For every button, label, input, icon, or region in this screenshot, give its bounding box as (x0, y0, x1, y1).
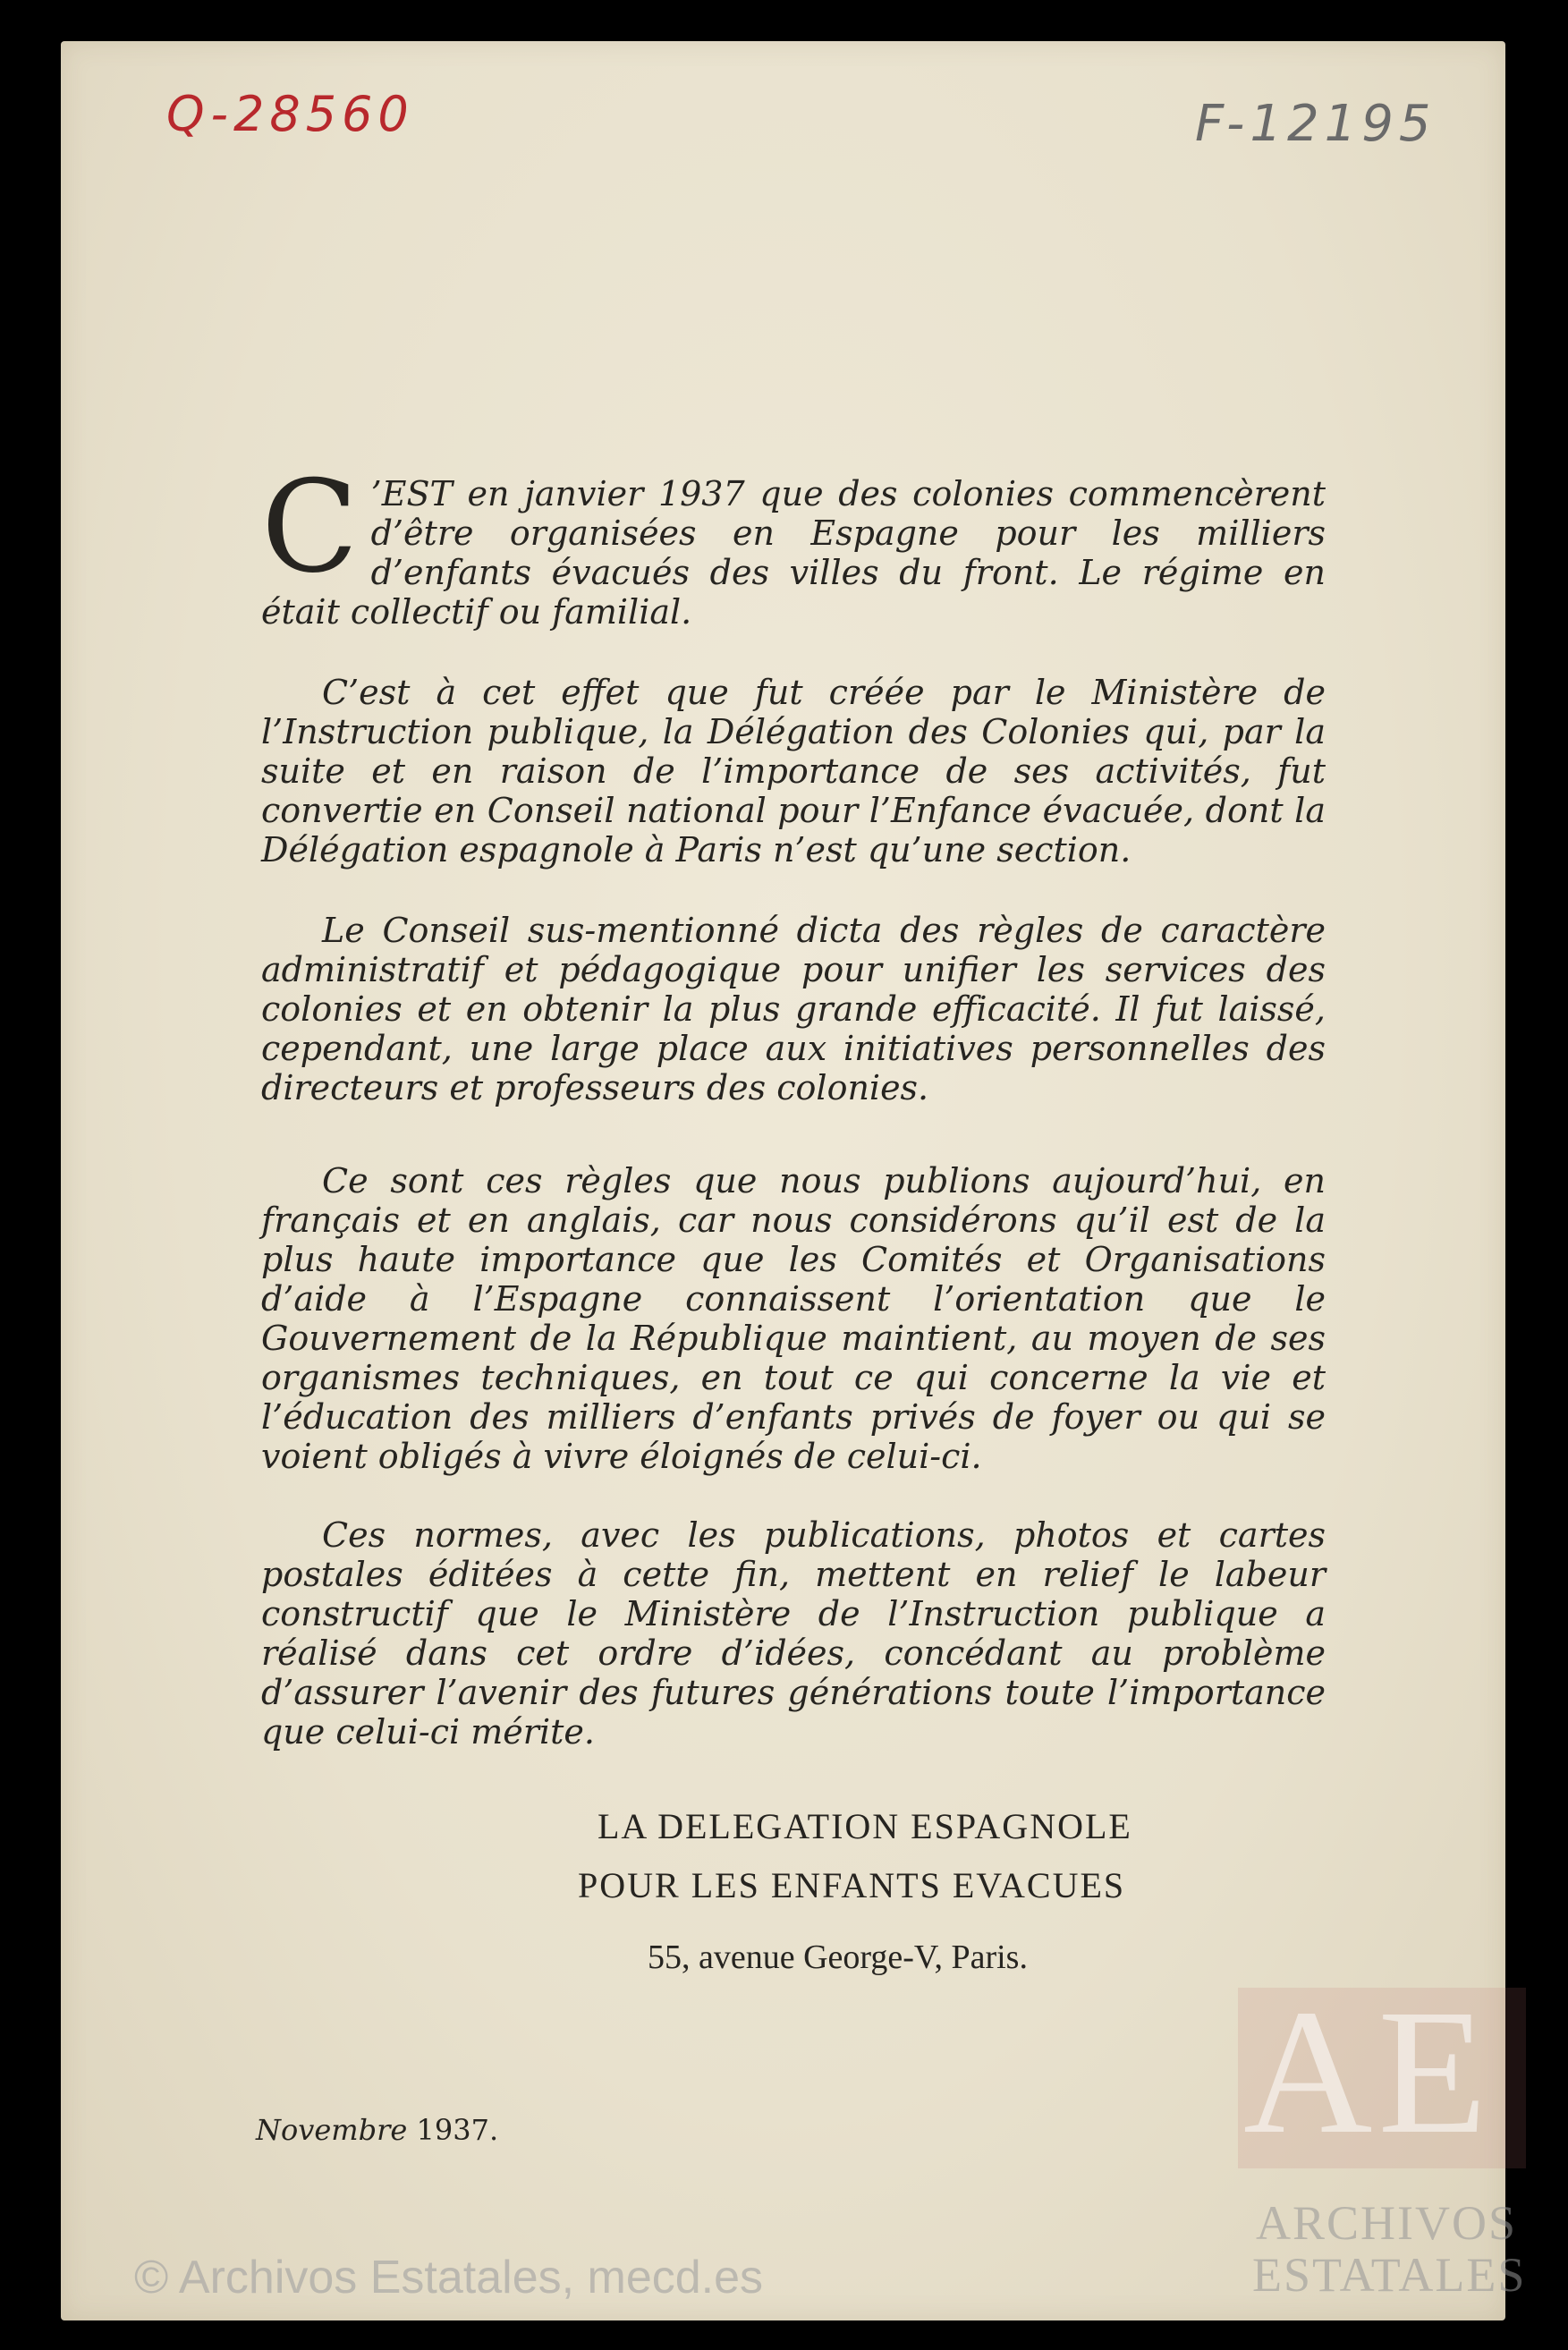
date-month: Novembre (256, 2113, 408, 2147)
paragraph-3: Le Conseil sus-mentionné dicta des règles de caractère administratif et pédagogique pour unifier les services des colonies et en obtenir la plus grande efficacité. Il fut laissé, cependant, une large place aux initiatives personnelles des directeurs et professeurs des colonies. (261, 911, 1326, 1107)
archive-name-line-2: ESTATALES (1252, 2248, 1527, 2302)
date-year: 1937. (416, 2113, 499, 2147)
paragraph-1-text: ’EST en janvier 1937 que des colonies commencèrent d’être organisées en Espagne pour les milliers d’enfants évacués des villes du front. Le régime en était collectif ou familial. (261, 474, 1326, 632)
archive-code-right: F-12195 (1195, 95, 1437, 153)
signature-address: 55, avenue George-V, Paris. (648, 1939, 1028, 1976)
archive-code-left: Q-28560 (166, 86, 414, 142)
signature-line-2: POUR LES ENFANTS EVACUES (578, 1865, 1126, 1905)
signature-line-1: LA DELEGATION ESPAGNOLE (598, 1806, 1132, 1846)
document-date (256, 2113, 498, 2147)
paragraph-1 (261, 454, 1326, 632)
paragraph-4: Ce sont ces règles que nous publions aujourd’hui, en français et en anglais, car nous considérons qu’il est de la plus haute importance que les Comités et Organisations d’aide à l’Espagne connaissent l’orientation que le Gouvernement de la République maintient, au moyen de ses organismes techniques, en tout ce qui concerne la vie et l’éducation des milliers d’enfants privés de foyer ou qui se voient obligés à vivre éloignés de celui-ci. (261, 1161, 1326, 1476)
drop-cap: C (261, 454, 359, 601)
paragraph-2: C’est à cet effet que fut créée par le Ministère de l’Instruction publique, la Délégation des Colonies qui, par la suite et en raison de l’importance de ses activités, fut convertie en Conseil national pour l’Enfance évacuée, dont la Délégation espagnole à Paris n’est qu’une section. (261, 673, 1326, 870)
archive-logo-letters: AE (1243, 1973, 1493, 2171)
copyright-notice: © Archivos Estatales, mecd.es (134, 2252, 764, 2303)
archive-name-line-1: ARCHIVOS (1255, 2196, 1518, 2250)
paragraph-5: Ces normes, avec les publications, photos et cartes postales éditées à cette fin, mettent en relief le labeur constructif que le Ministère de l’Instruction publique a réalisé dans cet ordre d’idées, concédant au problème d’assurer l’avenir des futures générations toute l’importance que celui-ci mérite. (261, 1515, 1326, 1752)
